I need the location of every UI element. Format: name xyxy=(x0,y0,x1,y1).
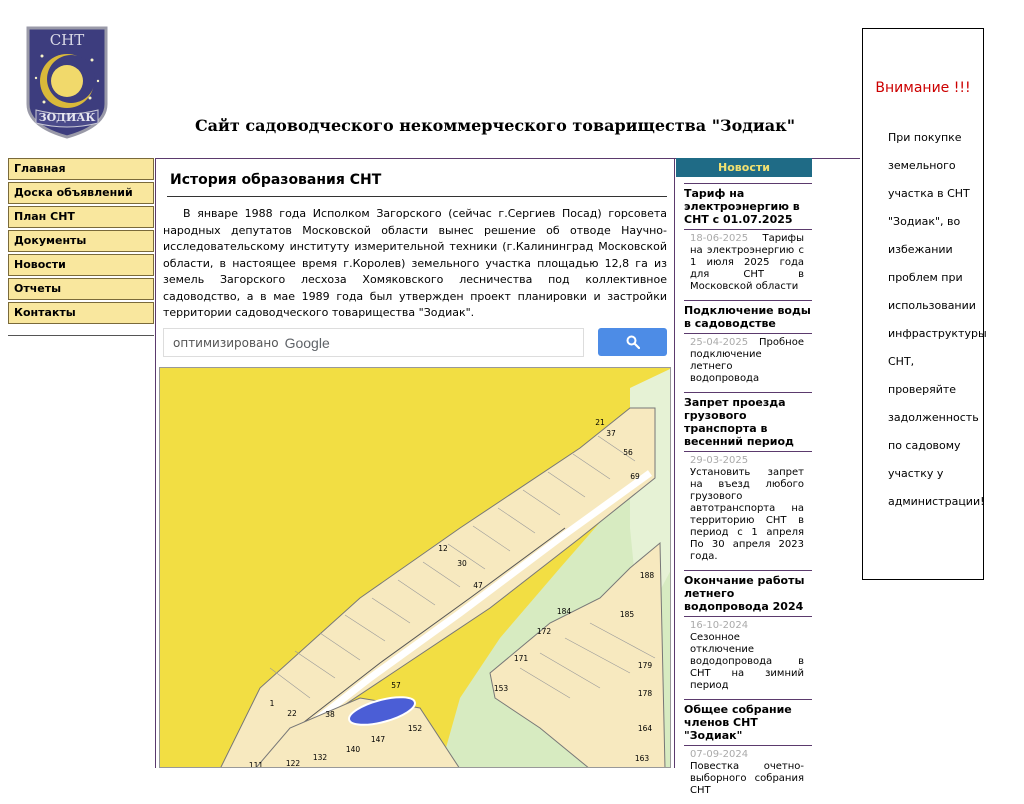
news-date: 18-06-2025 xyxy=(690,233,749,244)
logo-top-text: СНТ xyxy=(49,31,85,49)
plot-number-label: 37 xyxy=(606,429,616,438)
plot-number-label: 122 xyxy=(285,759,301,768)
article-title: История образования СНТ xyxy=(170,172,382,188)
plot-number-label: 56 xyxy=(623,448,633,457)
main-right-border xyxy=(674,158,675,768)
search-icon xyxy=(626,335,640,349)
logo-bottom-text: ЗОДИАК xyxy=(38,111,96,124)
news-item xyxy=(684,570,812,699)
plot-number-label: 153 xyxy=(493,684,509,693)
search-input[interactable] xyxy=(163,328,584,357)
article-text: В январе 1988 года Исполком Загорского (сейчас г.Сергиев Посад) горсовета народных депутатов Московской области вынес решение об отводе Научно-исследовательскому институту измерительной техники (г.Калининград Московской области, в настоящее время г.Королев) земельного участка площадью 12,8 га из земель Загорского лесхоза Хомяковского лесничества под коллективное садоводство, а в мае 1989 года был утвержден проект планировки и застройки территории садоводческого товарищества "Зодиак". xyxy=(163,207,667,319)
news-title-link[interactable]: Общее собрание членов СНТ "Зодиак" xyxy=(684,700,812,746)
nav-item-bulletin-board[interactable]: Доска объявлений xyxy=(8,182,154,204)
plot-number-label: 152 xyxy=(407,724,423,733)
warning-text: При покупке земельного участка в СНТ "Зодиак", во избежании проблем при использовании инфраструктуры СНТ, проверяйте задолженность по садовому участку у администрации! xyxy=(888,131,987,508)
news-item xyxy=(684,392,812,570)
search-label: оптимизировано xyxy=(173,335,279,350)
nav-item-documents[interactable]: Документы xyxy=(8,230,154,252)
nav-divider xyxy=(8,335,154,336)
nav-item-news[interactable]: Новости xyxy=(8,254,154,276)
news-date: 25-04-2025 xyxy=(690,337,749,348)
news-item xyxy=(684,183,812,300)
plot-number-label: 38 xyxy=(325,710,335,719)
plot-number-label: 188 xyxy=(639,571,655,580)
news-date: 16-10-2024 xyxy=(690,620,749,631)
news-header: Новости xyxy=(676,158,812,177)
snt-plan-map[interactable] xyxy=(159,367,671,768)
news-text: Установить запрет на въезд любого грузового автотранспорта на территорию СНТ в период с 1 апреля По 30 апреля 2023 года. xyxy=(690,467,804,562)
warning-title: Внимание !!! xyxy=(875,80,971,96)
news-item xyxy=(684,300,812,392)
main-left-border xyxy=(155,158,156,768)
plot-number-label: 12 xyxy=(438,544,448,553)
news-body xyxy=(684,617,812,699)
nav-item-home[interactable]: Главная xyxy=(8,158,154,180)
news-body xyxy=(684,452,812,570)
title-underline xyxy=(167,196,667,197)
plot-number-label: 178 xyxy=(637,689,653,698)
plot-number-label: 57 xyxy=(391,681,401,690)
news-text: Повестка очетно-выборного собрания СНТ xyxy=(690,761,804,796)
site-logo[interactable] xyxy=(22,26,112,139)
news-date: 29-03-2025 xyxy=(690,455,749,466)
google-brand: Google xyxy=(284,334,330,351)
plot-number-label: 21 xyxy=(595,418,605,427)
plot-number-label: 171 xyxy=(513,654,529,663)
plot-number-label: 147 xyxy=(370,735,386,744)
news-body xyxy=(684,746,812,804)
news-text: Сезонное отключение вододопровода в СНТ на зимний период xyxy=(690,632,804,691)
news-date: 07-09-2024 xyxy=(690,749,749,760)
nav-item-contacts[interactable]: Контакты xyxy=(8,302,154,324)
plot-number-label: 163 xyxy=(634,754,650,763)
news-title-link[interactable]: Окончание работы летнего водопровода 2024 xyxy=(684,571,812,617)
site-title: Сайт садоводческого некоммерческого товарищества "Зодиак" xyxy=(194,116,796,135)
plot-number-label: 30 xyxy=(457,559,467,568)
plot-number-label: 185 xyxy=(619,610,635,619)
news-text: Тарифы на электроэнергию с 1 июля 2025 года для СНТ в Московской области xyxy=(690,233,804,292)
news-text: Пробное подключение летнего водопровода xyxy=(690,337,804,384)
news-body xyxy=(684,230,812,300)
news-list xyxy=(684,183,812,804)
plot-number-label: 172 xyxy=(536,627,552,636)
warning-panel xyxy=(862,28,987,580)
plot-number-label: 184 xyxy=(556,607,572,616)
news-title-link[interactable]: Тариф на электроэнергию в СНТ с 01.07.2025 xyxy=(684,184,812,230)
plot-number-label: 179 xyxy=(637,661,653,670)
plot-number-label: 69 xyxy=(630,472,640,481)
news-title-link[interactable]: Запрет проезда грузового транспорта в весенний период xyxy=(684,393,812,452)
plot-number-label: 22 xyxy=(287,709,297,718)
main-nav xyxy=(8,158,154,326)
search-button[interactable] xyxy=(598,328,667,356)
news-body xyxy=(684,334,812,392)
plot-number-label: 111 xyxy=(248,761,264,768)
plot-number-label: 132 xyxy=(312,753,328,762)
news-title-link[interactable]: Подключение воды в садоводстве xyxy=(684,301,812,334)
nav-item-plan[interactable]: План СНТ xyxy=(8,206,154,228)
nav-item-reports[interactable]: Отчеты xyxy=(8,278,154,300)
plot-number-label: 140 xyxy=(345,745,361,754)
plot-number-label: 164 xyxy=(637,724,653,733)
news-item xyxy=(684,699,812,804)
plot-number-label: 47 xyxy=(473,581,483,590)
plot-number-label: 1 xyxy=(269,699,275,708)
